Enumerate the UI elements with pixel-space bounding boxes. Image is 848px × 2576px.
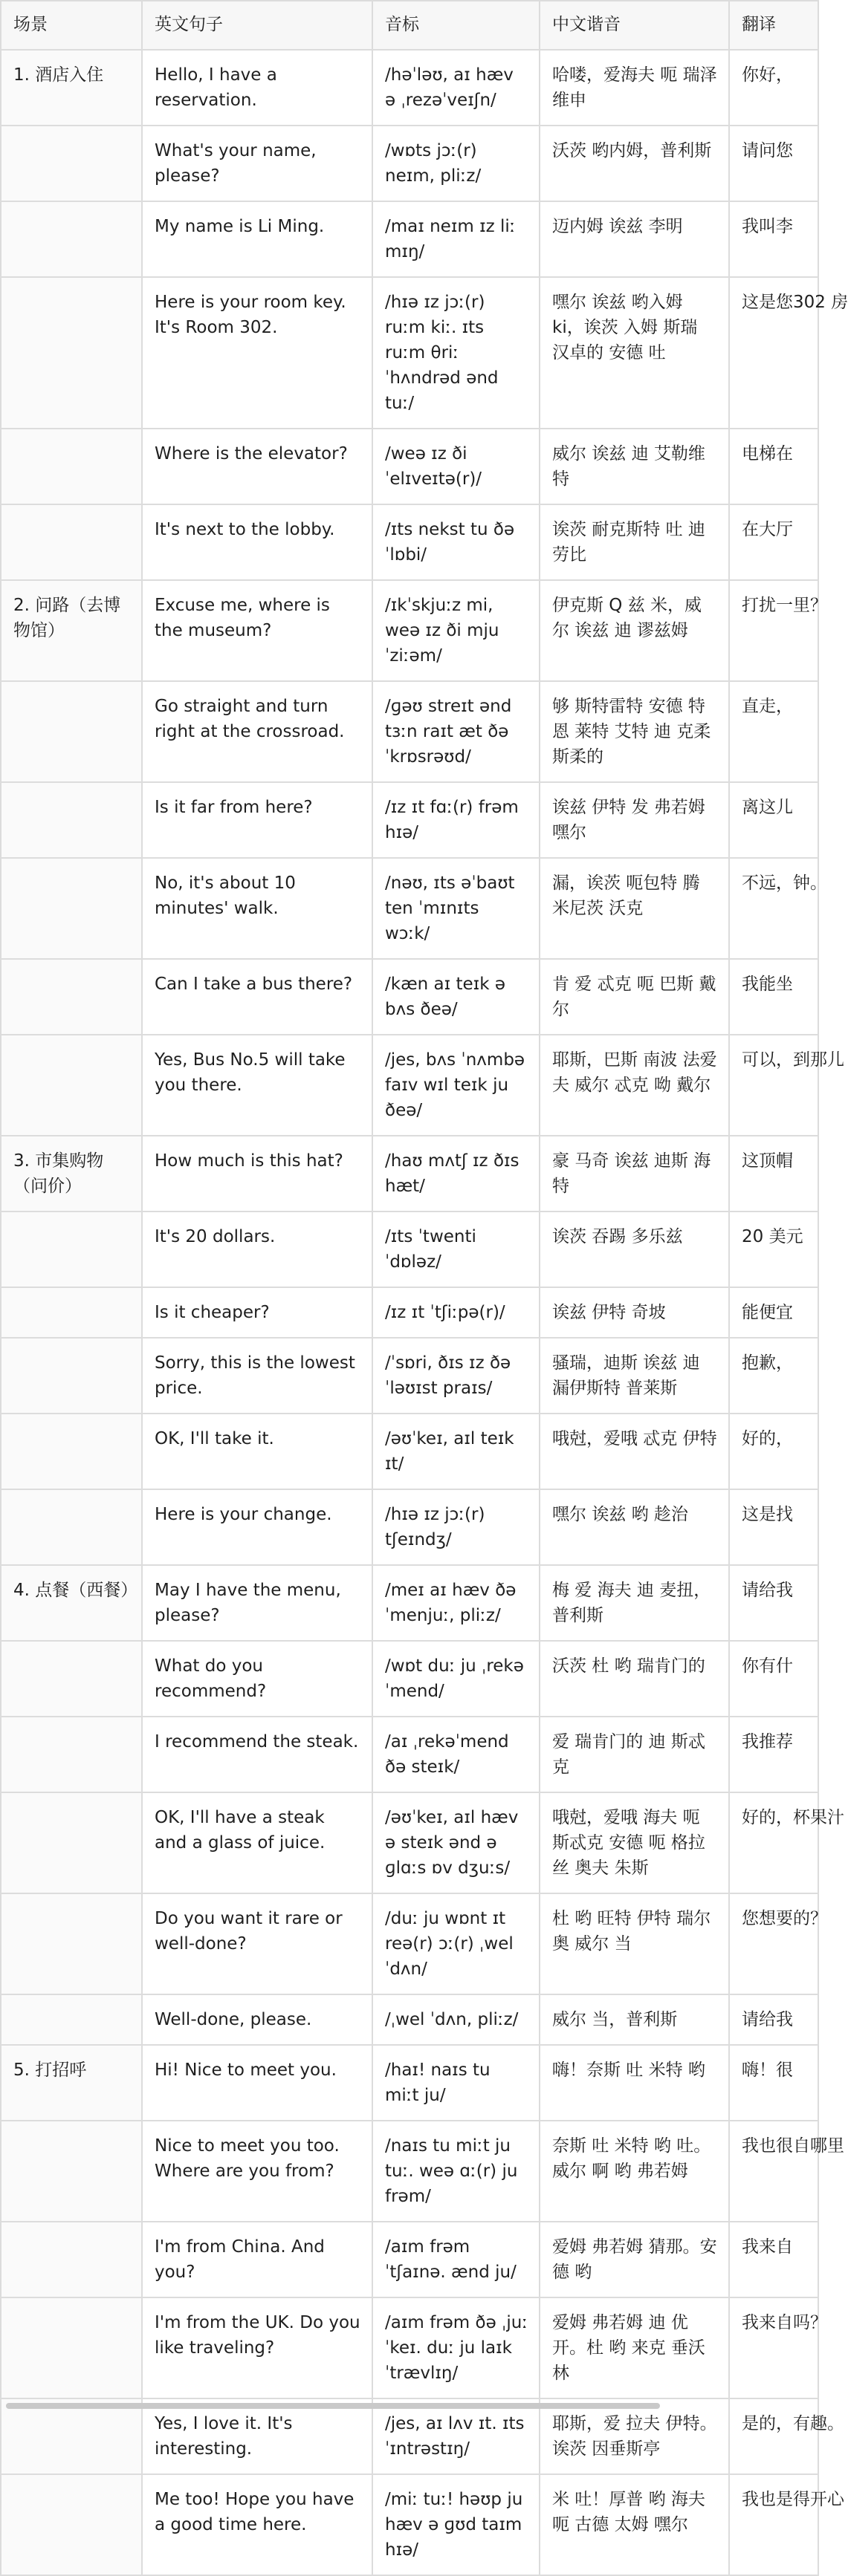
english-sentence-cell: Yes, Bus No.5 will take you there. [142,1035,372,1136]
english-sentence-cell: Here is your room key. It's Room 302. [142,277,372,429]
header-translation: 翻译 [729,1,818,50]
chinese-homophone-cell: 诶兹 伊特 奇坡 [540,1287,729,1338]
chinese-homophone-cell: 够 斯特雷特 安德 特恩 莱特 艾特 迪 克柔斯柔的 [540,681,729,782]
english-sentence-cell: Well-done, please. [142,1994,372,2045]
english-sentence-cell: Hi! Nice to meet you. [142,2045,372,2121]
table-row [1,1994,818,2045]
chinese-homophone-cell: 威尔 诶兹 迪 艾勒维特 [540,429,729,504]
table-row [1,2297,818,2398]
translation-cell: 请问您 [729,126,818,201]
table-row [1,1792,818,1893]
table-row [1,2045,818,2121]
phonetic-cell: /ɡəʊ streɪt ənd tɜːn raɪt æt ðə ˈkrɒsrəʊd/ [372,681,540,782]
phonetic-cell: /haɪ! naɪs tu miːt ju/ [372,2045,540,2121]
phonetic-cell: /aɪ ˌrekəˈmend ðə steɪk/ [372,1717,540,1792]
scene-cell: 1. 酒店入住 [1,50,142,126]
translation-cell: 我来自吗？ [729,2297,818,2398]
chinese-homophone-cell: 嘿尔 诶兹 哟入姆 ki，诶茨 入姆 斯瑞 汉卓的 安德 吐 [540,277,729,429]
scene-cell: 2. 问路（去博物馆） [1,580,142,681]
scene-cell [1,1414,142,1489]
english-sentence-cell: No, it's about 10 minutes' walk. [142,858,372,959]
translation-cell: 是的，有趣。 [729,2398,818,2474]
translation-cell: 嗨！很 [729,2045,818,2121]
phonetic-cell: /ɪz ɪt fɑː(r) frəm hɪə/ [372,782,540,858]
scene-cell [1,2398,142,2474]
scene-cell [1,1893,142,1994]
table-row [1,126,818,201]
table-row [1,1211,818,1287]
english-sentence-cell: What do you recommend? [142,1641,372,1717]
chinese-homophone-cell: 迈内姆 诶兹 李明 [540,201,729,277]
english-sentence-cell: OK, I'll have a steak and a glass of juice. [142,1792,372,1893]
table-row [1,681,818,782]
phonetic-cell: /kæn aɪ teɪk ə bʌs ðeə/ [372,959,540,1035]
english-sentence-cell: Here is your change. [142,1489,372,1565]
translation-cell: 直走， [729,681,818,782]
scene-cell [1,1211,142,1287]
translation-cell: 我能坐 [729,959,818,1035]
phonetic-cell: /aɪm frəm ðə ˌjuː ˈkeɪ. duː ju laɪk ˈtrævlɪŋ/ [372,2297,540,2398]
scene-cell [1,2474,142,2575]
english-sentence-cell: May I have the menu, please? [142,1565,372,1641]
phonetic-cell: /miː tuː! həʊp ju hæv ə ɡʊd taɪm hɪə/ [372,2474,540,2575]
scene-cell [1,2297,142,2398]
table-row [1,782,818,858]
scene-cell [1,681,142,782]
phonetic-cell: /ɪkˈskjuːz mi, weə ɪz ði mjuˈziːəm/ [372,580,540,681]
phonetic-cell: /ˌwel ˈdʌn, pliːz/ [372,1994,540,2045]
translation-cell: 离这儿 [729,782,818,858]
english-sentence-cell: Go straight and turn right at the crossroad. [142,681,372,782]
english-sentence-cell: It's 20 dollars. [142,1211,372,1287]
header-english: 英文句子 [142,1,372,50]
table-row [1,504,818,580]
scene-cell: 3. 市集购物（问价） [1,1136,142,1211]
phonetic-cell: /ˈsɒri, ðɪs ɪz ðə ˈləʊɪst praɪs/ [372,1338,540,1414]
phonetic-cell: /naɪs tu miːt ju tuː. weə ɑː(r) ju frəm/ [372,2121,540,2222]
english-sentence-cell: It's next to the lobby. [142,504,372,580]
scene-cell [1,1994,142,2045]
chinese-homophone-cell: 诶茨 耐克斯特 吐 迪 劳比 [540,504,729,580]
chinese-homophone-cell: 耶斯，巴斯 南波 法爱夫 威尔 忒克 呦 戴尔 [540,1035,729,1136]
table-row [1,2222,818,2297]
scene-cell [1,2222,142,2297]
table-row [1,1489,818,1565]
table-row [1,1287,818,1338]
translation-cell: 你有什 [729,1641,818,1717]
scene-cell [1,429,142,504]
scene-cell [1,277,142,429]
scene-cell [1,126,142,201]
scene-cell [1,201,142,277]
translation-cell: 不远，钟。 [729,858,818,959]
chinese-homophone-cell: 豪 马奇 诶兹 迪斯 海特 [540,1136,729,1211]
phonetic-cell: /haʊ mʌtʃ ɪz ðɪs hæt/ [372,1136,540,1211]
phonetic-cell: /aɪm frəm ˈtʃaɪnə. ænd ju/ [372,2222,540,2297]
translation-cell: 我叫李 [729,201,818,277]
table-row [1,2398,818,2474]
english-sentence-cell: Can I take a bus there? [142,959,372,1035]
table-row [1,2121,818,2222]
translation-cell: 抱歉， [729,1338,818,1414]
chinese-homophone-cell: 爱 瑞肯门的 迪 斯忒克 [540,1717,729,1792]
translation-cell: 好的，杯果汁 [729,1792,818,1893]
table-row [1,50,818,126]
translation-cell: 我来自 [729,2222,818,2297]
translation-cell: 请给我 [729,1565,818,1641]
translation-cell: 可以，到那儿 [729,1035,818,1136]
table-row [1,1338,818,1414]
chinese-homophone-cell: 爱姆 弗若姆 猜那。安德 哟 [540,2222,729,2297]
scene-cell: 5. 打招呼 [1,2045,142,2121]
chinese-homophone-cell: 哦尅，爱哦 忒克 伊特 [540,1414,729,1489]
phonetic-cell: /ɪts ˈtwenti ˈdɒləz/ [372,1211,540,1287]
phonetic-cell: /jes, aɪ lʌv ɪt. ɪts ˈɪntrəstɪŋ/ [372,2398,540,2474]
translation-cell: 请给我 [729,1994,818,2045]
translation-cell: 这顶帽 [729,1136,818,1211]
english-sentence-cell: I'm from the UK. Do you like traveling? [142,2297,372,2398]
phonetic-cell: /hɪə ɪz jɔː(r) ruːm kiː. ɪts ruːm θriː ˈhʌndrəd ənd tuː/ [372,277,540,429]
translation-cell: 我推荐 [729,1717,818,1792]
chinese-homophone-cell: 杜 哟 旺特 伊特 瑞尔 奥 威尔 当 [540,1893,729,1994]
phonetic-cell: /maɪ neɪm ɪz liː mɪŋ/ [372,201,540,277]
scene-cell [1,2121,142,2222]
translation-cell: 我也很自哪里 [729,2121,818,2222]
english-sentence-cell: OK, I'll take it. [142,1414,372,1489]
translation-cell: 电梯在 [729,429,818,504]
phonetic-cell: /hɪə ɪz jɔː(r) tʃeɪndʒ/ [372,1489,540,1565]
scene-cell [1,1287,142,1338]
translation-cell: 这是您302 房 [729,277,818,429]
translation-cell: 您想要的？ [729,1893,818,1994]
header-phonetic: 音标 [372,1,540,50]
table-row [1,858,818,959]
scene-cell [1,1641,142,1717]
table-row [1,580,818,681]
scene-cell [1,1717,142,1792]
header-scene: 场景 [1,1,142,50]
phonetic-cell: /wɒt duː ju ˌrekəˈmend/ [372,1641,540,1717]
table-row [1,277,818,429]
chinese-homophone-cell: 哦尅，爱哦 海夫 呃 斯忒克 安德 呃 格拉丝 奥夫 朱斯 [540,1792,729,1893]
chinese-homophone-cell: 漏，诶茨 呃包特 腾 米尼茨 沃克 [540,858,729,959]
chinese-homophone-cell: 爱姆 弗若姆 迪 优开。杜 哟 来克 垂沃林 [540,2297,729,2398]
header-chinese-homophone: 中文谐音 [540,1,729,50]
table-row [1,1414,818,1489]
horizontal-scrollbar[interactable] [6,2403,660,2409]
translation-cell: 打扰一里？ [729,580,818,681]
english-sentence-cell: Me too! Hope you have a good time here. [142,2474,372,2575]
english-sentence-cell: Is it far from here? [142,782,372,858]
table-row [1,201,818,277]
scene-cell [1,1338,142,1414]
translation-cell: 好的， [729,1414,818,1489]
english-sentence-cell: Yes, I love it. It's interesting. [142,2398,372,2474]
english-sentence-cell: I'm from China. And you? [142,2222,372,2297]
english-sentence-cell: Sorry, this is the lowest price. [142,1338,372,1414]
chinese-homophone-cell: 伊克斯 Q 兹 米，威尔 诶兹 迪 谬兹姆 [540,580,729,681]
phonetic-cell: /meɪ aɪ hæv ðə ˈmenjuː, pliːz/ [372,1565,540,1641]
phonetic-cell: /nəʊ, ɪts əˈbaʊt ten ˈmɪnɪts wɔːk/ [372,858,540,959]
table-row [1,1641,818,1717]
english-sentence-cell: What's your name, please? [142,126,372,201]
table-row [1,1136,818,1211]
phonetic-cell: /ɪts nekst tu ðə ˈlɒbi/ [372,504,540,580]
english-sentence-cell: My name is Li Ming. [142,201,372,277]
english-sentence-cell: Is it cheaper? [142,1287,372,1338]
scene-cell [1,858,142,959]
chinese-homophone-cell: 骚瑞，迪斯 诶兹 迪 漏伊斯特 普莱斯 [540,1338,729,1414]
phonetic-cell: /duː ju wɒnt ɪt reə(r) ɔː(r) ˌwel ˈdʌn/ [372,1893,540,1994]
chinese-homophone-cell: 米 吐！厚普 哟 海夫 呃 古德 太姆 嘿尔 [540,2474,729,2575]
english-sentence-cell: Do you want it rare or well-done? [142,1893,372,1994]
phonetic-cell: /jes, bʌs ˈnʌmbə faɪv wɪl teɪk ju ðeə/ [372,1035,540,1136]
scene-cell [1,504,142,580]
chinese-homophone-cell: 梅 爱 海夫 迪 麦扭，普利斯 [540,1565,729,1641]
chinese-homophone-cell: 嘿尔 诶兹 哟 趁治 [540,1489,729,1565]
phonetic-cell: /wɒts jɔː(r) neɪm, pliːz/ [372,126,540,201]
english-sentence-cell: Nice to meet you too. Where are you from? [142,2121,372,2222]
translation-cell: 我也是得开心 [729,2474,818,2575]
english-sentence-cell: Hello, I have a reservation. [142,50,372,126]
table-row [1,959,818,1035]
chinese-homophone-cell: 哈喽，爱海夫 呃 瑞泽维申 [540,50,729,126]
translation-cell: 能便宜 [729,1287,818,1338]
table-row [1,1717,818,1792]
chinese-homophone-cell: 肯 爱 忒克 呃 巴斯 戴尔 [540,959,729,1035]
scene-cell: 4. 点餐（西餐） [1,1565,142,1641]
chinese-homophone-cell: 威尔 当，普利斯 [540,1994,729,2045]
phonetic-cell: /həˈləʊ, aɪ hæv ə ˌrezəˈveɪʃn/ [372,50,540,126]
translation-cell: 这是找 [729,1489,818,1565]
chinese-homophone-cell: 嗨！奈斯 吐 米特 哟 [540,2045,729,2121]
scene-cell [1,1035,142,1136]
phonetic-cell: /weə ɪz ði ˈelɪveɪtə(r)/ [372,429,540,504]
chinese-homophone-cell: 诶茨 吞踢 多乐兹 [540,1211,729,1287]
translation-cell: 在大厅 [729,504,818,580]
table-row [1,2474,818,2575]
chinese-homophone-cell: 耶斯，爱 拉夫 伊特。诶茨 因垂斯亭 [540,2398,729,2474]
phonetic-cell: /ɪz ɪt ˈtʃiːpə(r)/ [372,1287,540,1338]
english-sentence-cell: Where is the elevator? [142,429,372,504]
english-sentence-cell: How much is this hat? [142,1136,372,1211]
scene-cell [1,1489,142,1565]
chinese-homophone-cell: 沃茨 哟内姆，普利斯 [540,126,729,201]
chinese-homophone-cell: 诶兹 伊特 发 弗若姆 嘿尔 [540,782,729,858]
table-row [1,1035,818,1136]
chinese-homophone-cell: 沃茨 杜 哟 瑞肯门的 [540,1641,729,1717]
chinese-homophone-cell: 奈斯 吐 米特 哟 吐。威尔 啊 哟 弗若姆 [540,2121,729,2222]
translation-cell: 20 美元 [729,1211,818,1287]
translation-cell: 你好， [729,50,818,126]
table-row [1,1893,818,1994]
english-sentence-cell: I recommend the steak. [142,1717,372,1792]
phonetic-cell: /əʊˈkeɪ, aɪl hæv ə steɪk ənd ə ɡlɑːs ɒv dʒuːs/ [372,1792,540,1893]
scene-cell [1,1792,142,1893]
english-sentence-cell: Excuse me, where is the museum? [142,580,372,681]
scene-cell [1,782,142,858]
phonetic-cell: /əʊˈkeɪ, aɪl teɪk ɪt/ [372,1414,540,1489]
table-body [1,50,848,2575]
table-row [1,429,818,504]
scene-cell [1,959,142,1035]
table-row [1,1565,818,1641]
header-row [1,1,818,50]
